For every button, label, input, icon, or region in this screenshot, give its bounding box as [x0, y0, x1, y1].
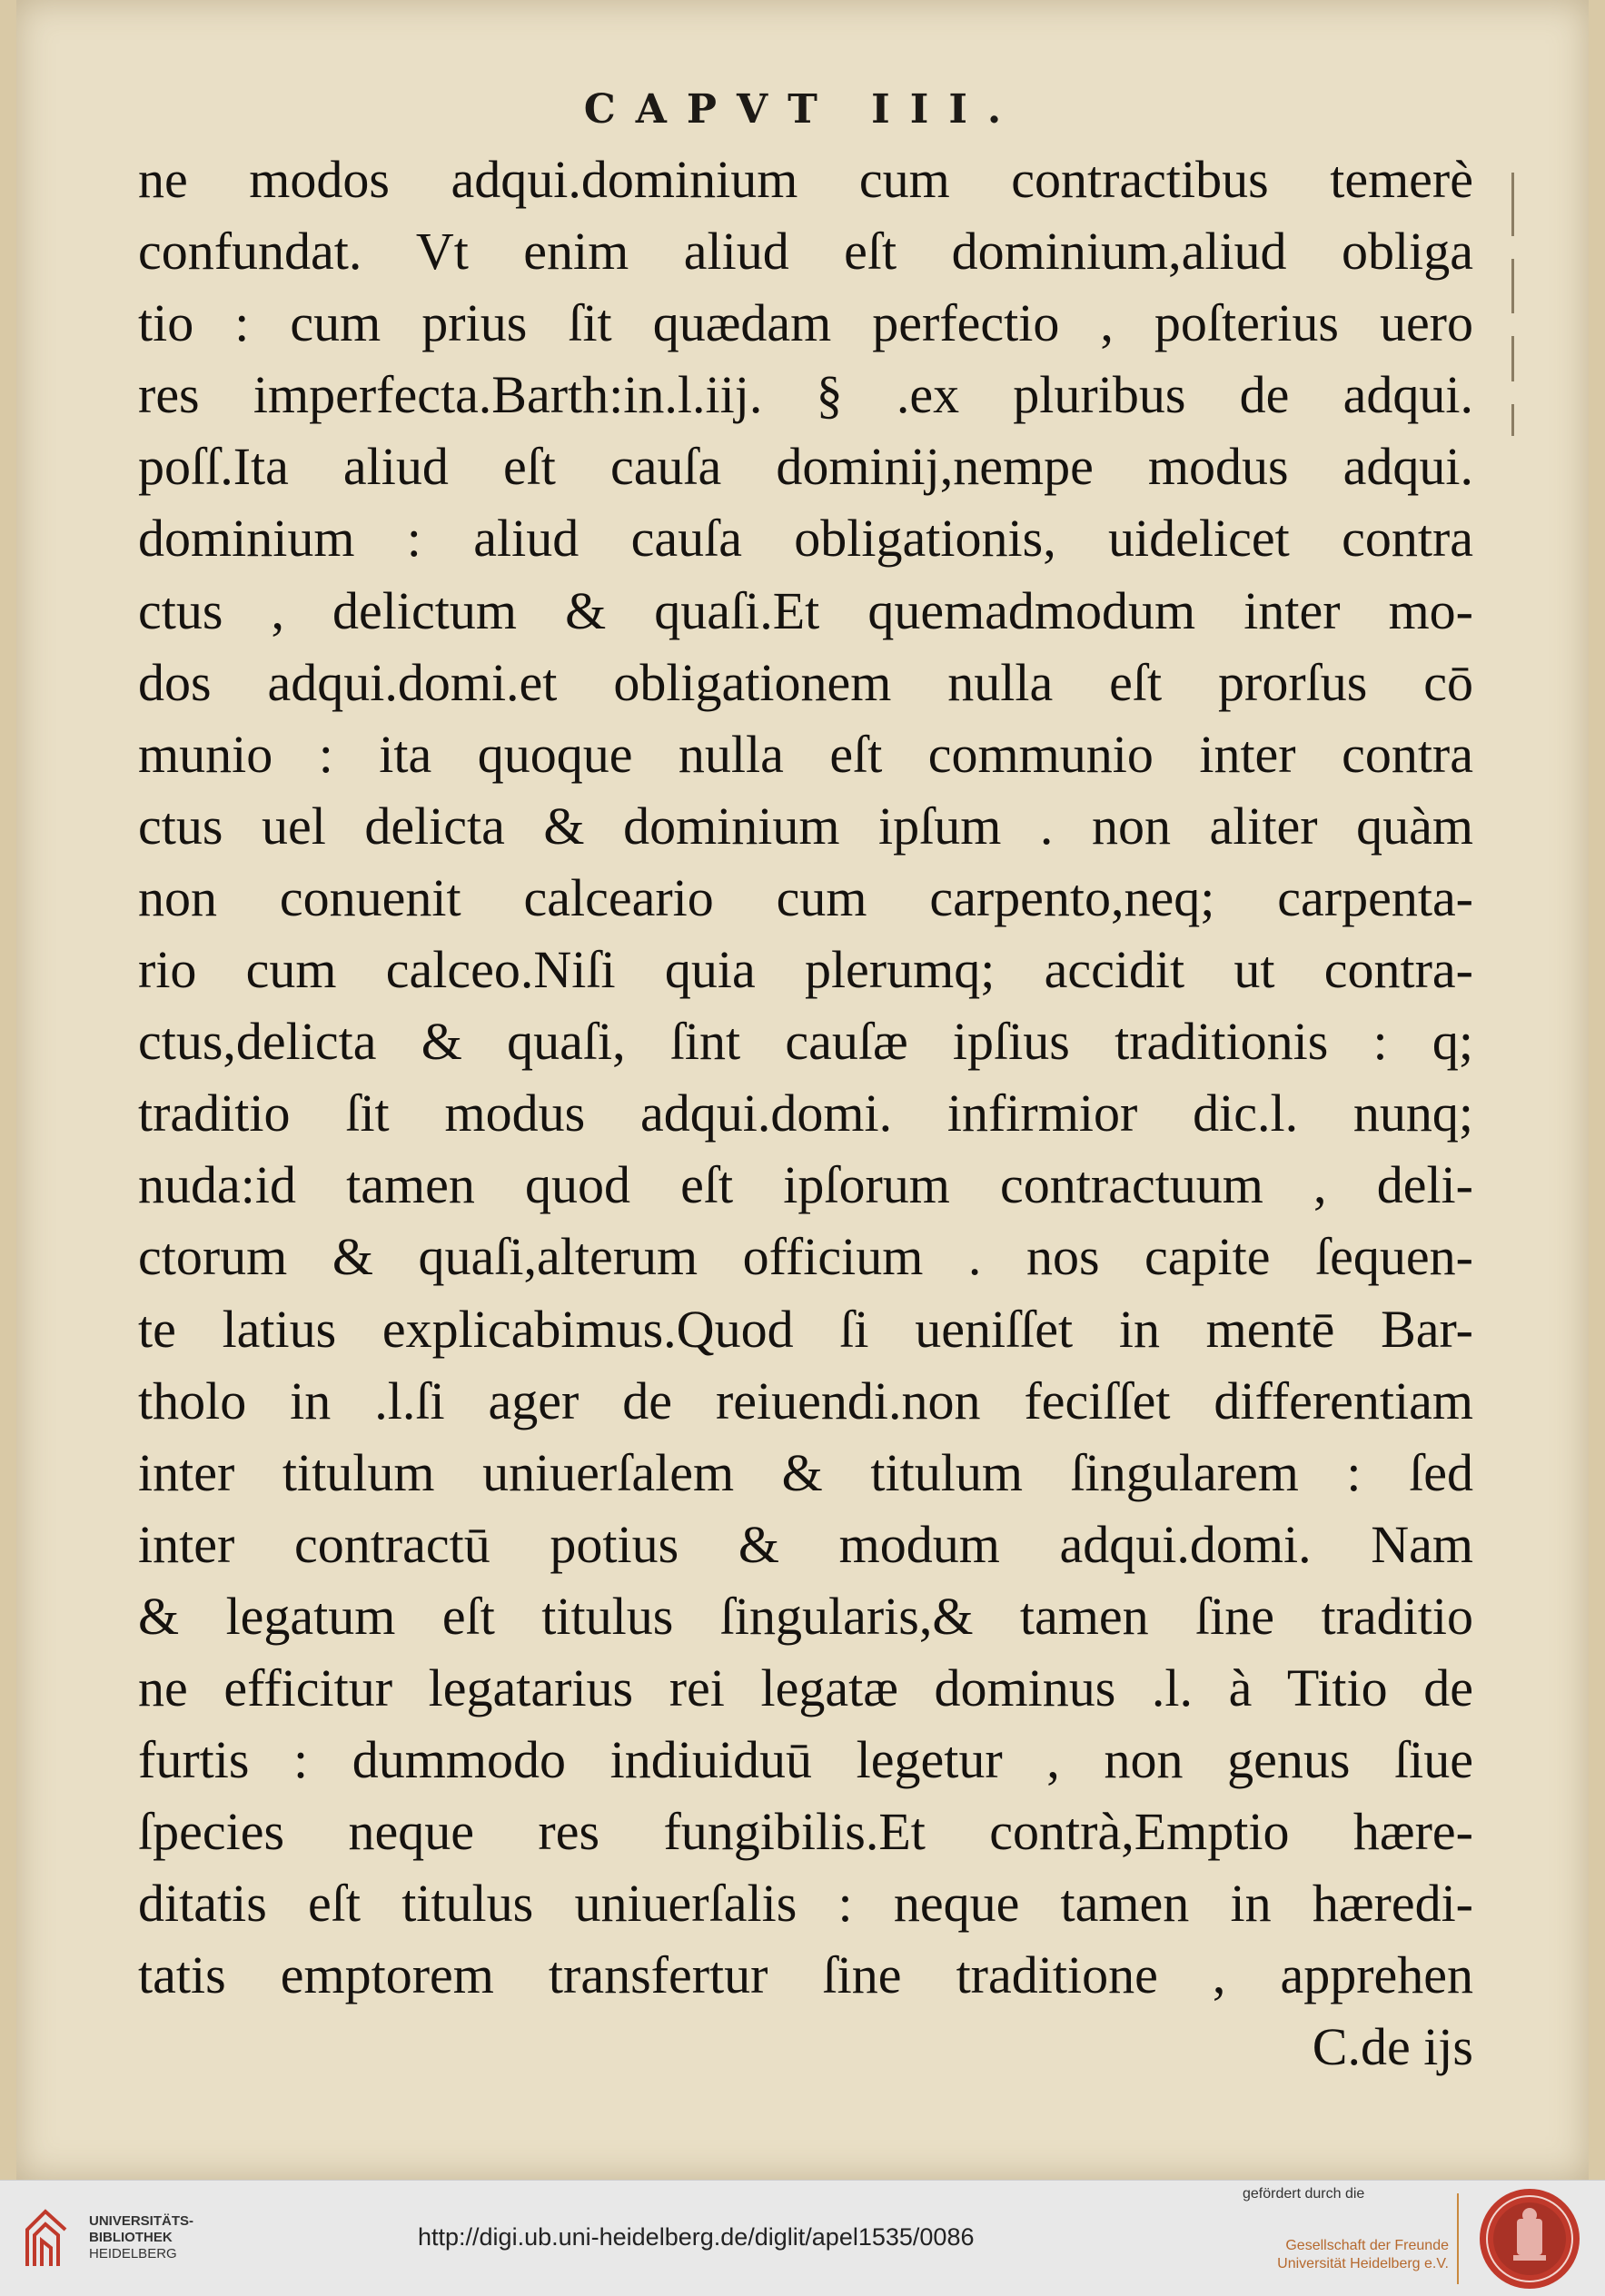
text-line: ne efficitur legatarius rei legatæ dominus .l. à Titio de [138, 1658, 1473, 1717]
body-text [138, 144, 1473, 2083]
text-line: ditatis eſt titulus uniuerſalis : neque tamen in hæredi- [138, 1874, 1473, 1934]
sponsor-name-line: Gesellschaft der Freunde [1285, 2238, 1449, 2253]
text-line: ctus,delicta & quaſi, ſint cauſæ ipſius traditionis : q; [138, 1012, 1473, 1072]
text-line: rio cum calceo.Niſi quia plerumq; accidit ut contra- [138, 940, 1473, 1000]
text-line: & legatum eſt titulus ſingularis,& tamen ſine traditio [138, 1586, 1473, 1646]
sponsor-intro: gefördert durch die [1243, 2186, 1365, 2202]
text-line: inter titulum uniuerſalem & titulum ſingularem : ſed [138, 1442, 1473, 1502]
text-line: dominium : aliud cauſa obligationis, uidelicet contra [138, 509, 1473, 569]
library-name [89, 2213, 193, 2262]
text-line: res imperfecta.Barth:in.l.iij. § .ex pluribus de adqui. [138, 365, 1473, 425]
text-line: tholo in .l.ſi ager de reiuendi.non feciſſet differentiam [138, 1371, 1473, 1430]
text-line: confundat. Vt enim aliud eſt dominium,aliud obliga [138, 222, 1473, 282]
text-line: nuda:id tamen quod eſt ipſorum contractuum , deli- [138, 1155, 1473, 1215]
text-line: traditio ſit modus adqui.domi. infirmior dic.l. nunq; [138, 1084, 1473, 1143]
ub-heidelberg-logo-icon[interactable] [18, 2202, 74, 2271]
chapter-heading: CAPVT III. [583, 86, 1022, 133]
university-seal-icon[interactable] [1477, 2186, 1582, 2291]
library-name-line: UNIVERSITÄTS- [89, 2213, 194, 2229]
text-line: inter contractū potius & modum adqui.domi. Nam [138, 1514, 1473, 1574]
text-line: non conuenit calceario cum carpento,neq; carpenta- [138, 867, 1473, 927]
catchword: C.de ijs [1312, 2017, 1473, 2077]
text-line: ctus , delictum & quaſi.Et quemadmodum inter mo- [138, 580, 1473, 640]
text-line: ſpecies neque res fungibilis.Et contrà,Emptio hære- [138, 1802, 1473, 1862]
sponsor-name-line: Universität Heidelberg e.V. [1277, 2256, 1449, 2271]
sponsor-name[interactable] [1235, 2237, 1449, 2273]
text-line: ne modos adqui.dominium cum contractibus temerè [138, 150, 1473, 209]
text-line: furtis : dummodo indiuiduū legetur , non genus ſiue [138, 1730, 1473, 1790]
text-line: dos adqui.domi.et obligationem nulla eſt prorſus cō [138, 652, 1473, 712]
library-name-line: BIBLIOTHEK [89, 2230, 173, 2245]
library-name-line: HEIDELBERG [89, 2246, 177, 2261]
text-line: ctus uel delicta & dominium ipſum . non aliter quàm [138, 796, 1473, 856]
text-line: munio : ita quoque nulla eſt communio inter contra [138, 724, 1473, 784]
footer-bar [0, 2180, 1605, 2296]
text-line: te latius explicabimus.Quod ſi ueniſſet in mentē Bar- [138, 1299, 1473, 1359]
text-line: ctorum & quaſi,alterum officium . nos capite ſequen- [138, 1227, 1473, 1287]
permalink-url[interactable]: http://digi.ub.uni-heidelberg.de/diglit/apel1535/0086 [418, 2223, 975, 2251]
margin-marks [1506, 173, 1524, 445]
footer-divider [1457, 2193, 1459, 2284]
text-line: tio : cum prius ſit quædam perfectio , poſterius uero [138, 293, 1473, 353]
text-line: tatis emptorem transfertur ſine traditione , apprehen [138, 1945, 1473, 2005]
text-line: poſſ.Ita aliud eſt cauſa dominij,nempe modus adqui. [138, 437, 1473, 497]
